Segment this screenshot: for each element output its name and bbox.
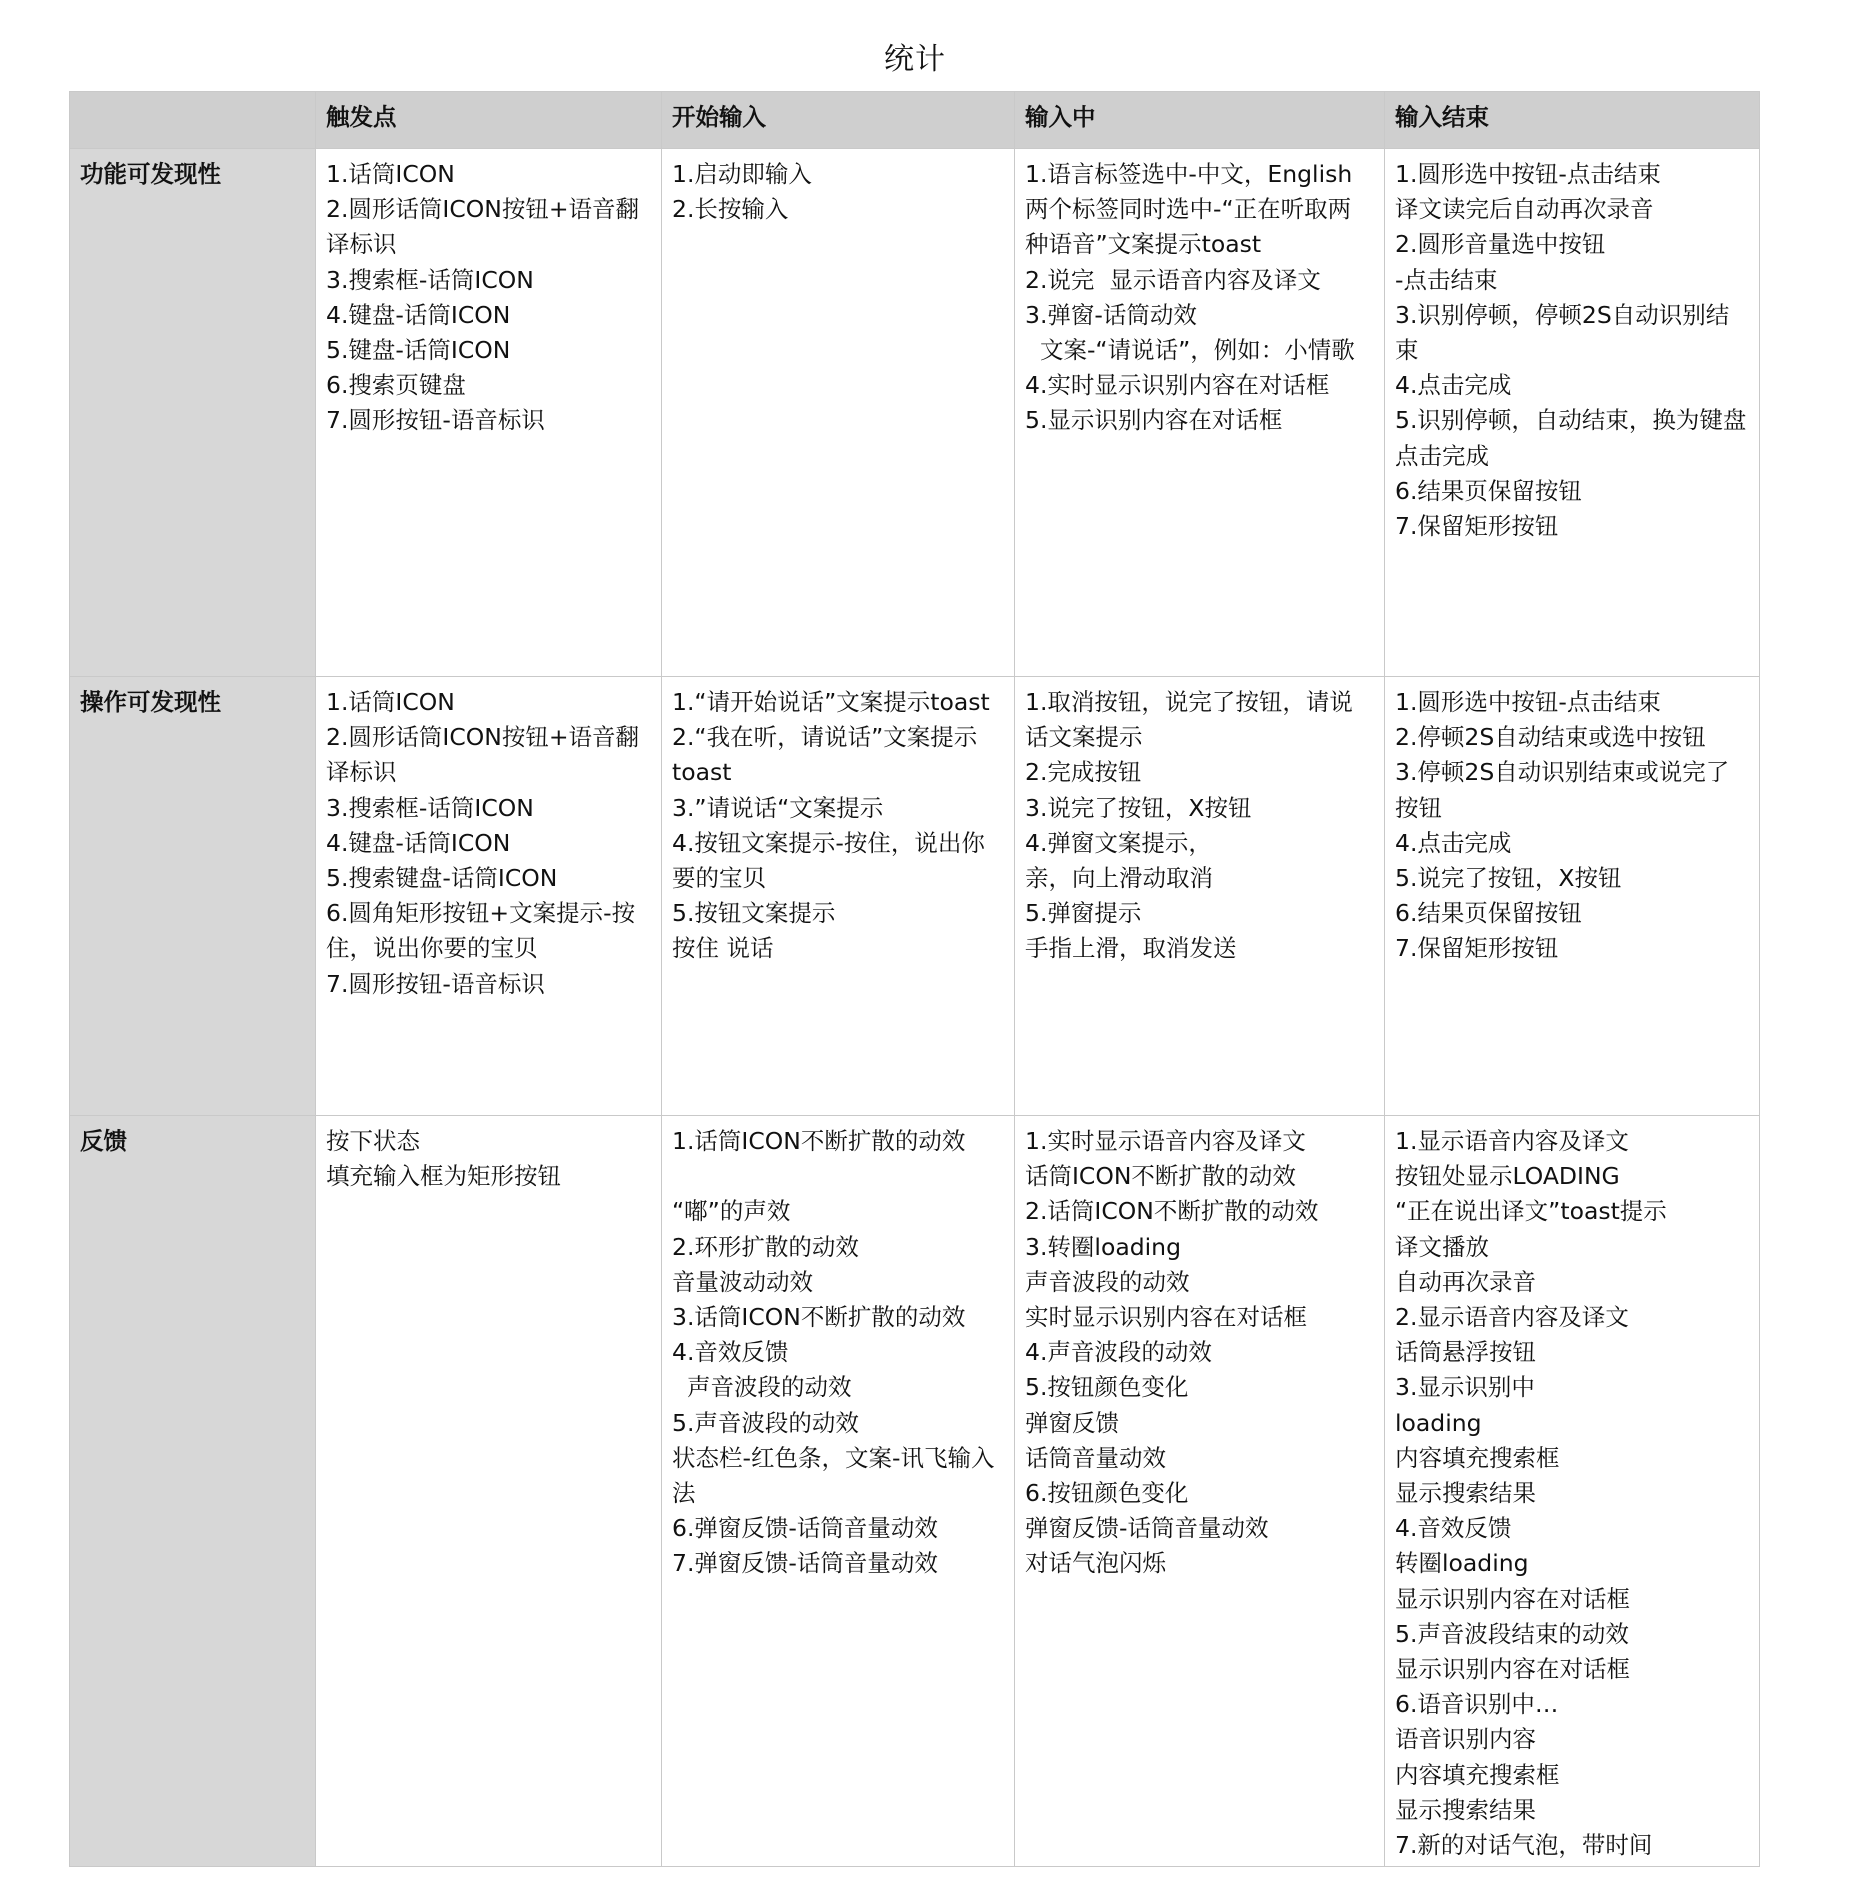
cell-line: 5.弹窗提示 [1025, 899, 1142, 928]
cell-line: 1.显示语音内容及译文 [1395, 1127, 1629, 1155]
cell-line: 4.音效反馈 [1395, 1514, 1512, 1543]
cell-line: 4.音效反馈 [672, 1338, 789, 1367]
cell-line: 3.说完了按钮，X按钮 [1025, 793, 1252, 822]
cell-line: 1.圆形选中按钮-点击结束 [1395, 160, 1661, 188]
cell-line: 1.启动即输入 [672, 160, 812, 188]
cell-line: “嘟”的声效 [672, 1197, 791, 1226]
statistics-table [69, 91, 1760, 1867]
cell-line: 3.弹窗-话筒动效 [1025, 300, 1197, 329]
header-input-end: 输入结束 [1385, 92, 1760, 149]
row-label-feedback: 反馈 [70, 1116, 316, 1867]
cell-line: 实时显示识别内容在对话框 [1025, 1303, 1307, 1332]
cell-line: 2.说完 显示语音内容及译文 [1025, 265, 1321, 294]
cell-line: 2.圆形话筒ICON按钮+语音翻译标识 [326, 723, 640, 787]
cell-line: 显示识别内容在对话框 [1395, 1655, 1630, 1684]
cell-line: 话筒音量动效 [1025, 1443, 1166, 1472]
table-cell [316, 1116, 662, 1867]
table-row [70, 149, 1760, 677]
cell-line: 7.保留矩形按钮 [1395, 934, 1559, 963]
table-cell [662, 1116, 1015, 1867]
cell-line: 5.按钮颜色变化 [1025, 1373, 1189, 1402]
cell-line: 音量波动动效 [672, 1267, 813, 1296]
cell-line: 3.显示识别中 [1395, 1373, 1535, 1402]
cell-line: 3.搜索框-话筒ICON [326, 265, 534, 294]
row-label-operation-discoverability: 操作可发现性 [70, 677, 316, 1116]
cell-line: 4.点击完成 [1395, 371, 1512, 400]
cell-line: 2.圆形话筒ICON按钮+语音翻译标识 [326, 195, 640, 259]
cell-line: 手指上滑，取消发送 [1025, 934, 1237, 963]
cell-line: 话筒悬浮按钮 [1395, 1338, 1536, 1367]
cell-line: 话筒ICON不断扩散的动效 [1025, 1162, 1296, 1191]
cell-line: 1.实时显示语音内容及译文 [1025, 1127, 1306, 1155]
table-cell [662, 149, 1015, 677]
cell-line: 自动再次录音 [1395, 1267, 1536, 1296]
cell-line: 5.声音波段的动效 [672, 1408, 859, 1437]
cell-line: 按钮处显示LOADING [1395, 1162, 1620, 1191]
row-label-function-discoverability: 功能可发现性 [70, 149, 316, 677]
cell-line: 4.实时显示识别内容在对话框 [1025, 371, 1330, 400]
cell-line: 3.识别停顿，停顿2S自动识别结束 [1395, 300, 1730, 365]
cell-line: 1.圆形选中按钮-点击结束 [1395, 688, 1661, 716]
cell-line: 状态栏-红色条，文案-讯飞输入法 [672, 1443, 995, 1508]
cell-line: 对话气泡闪烁 [1025, 1549, 1166, 1578]
cell-line: 译文读完后自动再次录音 [1395, 195, 1654, 224]
cell-line: 4.弹窗文案提示， [1025, 828, 1212, 857]
cell-line: loading [1395, 1408, 1482, 1437]
cell-line: 3.转圈loading [1025, 1232, 1181, 1261]
cell-line: 2.停顿2S自动结束或选中按钮 [1395, 723, 1706, 752]
table-cell [1015, 677, 1385, 1116]
cell-line: 2.显示语音内容及译文 [1395, 1303, 1629, 1332]
cell-line: 6.按钮颜色变化 [1025, 1479, 1189, 1508]
cell-line: 1.话筒ICON [326, 688, 455, 716]
cell-line: 内容填充搜索框 [1395, 1443, 1560, 1472]
table-cell [1385, 677, 1760, 1116]
cell-line: 7.弹窗反馈-话筒音量动效 [672, 1549, 938, 1578]
cell-line: 6.弹窗反馈-话筒音量动效 [672, 1514, 938, 1543]
table-cell [1385, 1116, 1760, 1867]
cell-line: 1.取消按钮，说完了按钮，请说话文案提示 [1025, 688, 1353, 752]
cell-line: 转圈loading [1395, 1549, 1529, 1578]
cell-line: 显示搜索结果 [1395, 1795, 1536, 1824]
table-cell [1015, 1116, 1385, 1867]
cell-line: 4.键盘-话筒ICON [326, 300, 511, 329]
cell-line: 5.声音波段结束的动效 [1395, 1619, 1629, 1648]
cell-line: 6.语音识别中… [1395, 1690, 1559, 1719]
cell-line: 译文播放 [1395, 1232, 1489, 1261]
cell-line: 5.按钮文案提示 [672, 899, 836, 928]
cell-line: 填充输入框为矩形按钮 [326, 1162, 561, 1191]
cell-line: 1.话筒ICON不断扩散的动效 [672, 1127, 966, 1155]
cell-line: 3.搜索框-话筒ICON [326, 793, 534, 822]
cell-line: 按下状态 [326, 1127, 420, 1155]
cell-line: 6.搜索页键盘 [326, 371, 466, 400]
cell-line: 文案-“请说话”，例如：小情歌 [1025, 336, 1355, 365]
table-cell [316, 149, 662, 677]
cell-line: 内容填充搜索框 [1395, 1760, 1560, 1789]
cell-line: 3.停顿2S自动识别结束或说完了按钮 [1395, 758, 1730, 822]
cell-line: 弹窗反馈-话筒音量动效 [1025, 1514, 1269, 1543]
cell-line: 弹窗反馈 [1025, 1408, 1119, 1437]
table-cell [662, 677, 1015, 1116]
cell-line: 6.结果页保留按钮 [1395, 899, 1582, 928]
cell-line: 6.圆角矩形按钮+文案提示-按住，说出你要的宝贝 [326, 899, 636, 963]
cell-line: 声音波段的动效 [1025, 1267, 1190, 1296]
cell-line: “正在说出译文”toast提示 [1395, 1197, 1667, 1226]
cell-line [672, 1159, 1004, 1194]
cell-line: 7.圆形按钮-语音标识 [326, 969, 545, 998]
cell-line: 点击完成 [1395, 441, 1489, 470]
table-cell [316, 677, 662, 1116]
cell-line: 显示识别内容在对话框 [1395, 1584, 1630, 1613]
cell-line: 7.保留矩形按钮 [1395, 512, 1559, 541]
cell-line: 7.圆形按钮-语音标识 [326, 406, 545, 435]
header-corner [70, 92, 316, 149]
cell-line: 6.结果页保留按钮 [1395, 476, 1582, 505]
page-title: 统计 [884, 42, 946, 77]
cell-line: -点击结束 [1395, 265, 1498, 294]
cell-line: 3.话筒ICON不断扩散的动效 [672, 1303, 966, 1332]
table-cell [1015, 149, 1385, 677]
cell-line: 4.声音波段的动效 [1025, 1338, 1212, 1367]
cell-line: 1.语言标签选中-中文，English两个标签同时选中-“正在听取两种语音”文案提示toast [1025, 160, 1353, 259]
cell-line: 2.话筒ICON不断扩散的动效 [1025, 1197, 1319, 1226]
header-start-input: 开始输入 [662, 92, 1015, 149]
cell-line: 2.长按输入 [672, 195, 789, 224]
cell-line: 2.完成按钮 [1025, 758, 1142, 787]
cell-line: 4.键盘-话筒ICON [326, 828, 511, 857]
cell-line: 声音波段的动效 [672, 1373, 852, 1402]
header-inputting: 输入中 [1015, 92, 1385, 149]
table-row [70, 1116, 1760, 1867]
cell-line: 7.新的对话气泡，带时间 [1395, 1831, 1653, 1860]
cell-line: 2.圆形音量选中按钮 [1395, 230, 1606, 259]
table-row [70, 677, 1760, 1116]
cell-line: 5.说完了按钮，X按钮 [1395, 864, 1622, 893]
cell-line: 4.按钮文案提示-按住，说出你要的宝贝 [672, 828, 985, 893]
cell-line: 1.话筒ICON [326, 160, 455, 188]
table-cell [1385, 149, 1760, 677]
cell-line: 5.识别停顿，自动结束，换为键盘 [1395, 406, 1747, 435]
cell-line: 3.”请说话“文案提示 [672, 793, 884, 822]
cell-line: 5.搜索键盘-话筒ICON [326, 864, 558, 893]
cell-line: 5.键盘-话筒ICON [326, 336, 511, 365]
cell-line: 5.显示识别内容在对话框 [1025, 406, 1283, 435]
table-header-row [70, 92, 1760, 149]
cell-line: 按住 说话 [672, 934, 774, 963]
cell-line: 显示搜索结果 [1395, 1479, 1536, 1508]
cell-line: 2.“我在听，请说话”文案提示toast [672, 723, 978, 787]
cell-line: 4.点击完成 [1395, 828, 1512, 857]
cell-line: 1.“请开始说话”文案提示toast [672, 688, 990, 716]
cell-line: 亲，向上滑动取消 [1025, 864, 1213, 893]
cell-line: 2.环形扩散的动效 [672, 1232, 859, 1261]
cell-line: 语音识别内容 [1395, 1725, 1536, 1754]
header-trigger-point: 触发点 [316, 92, 662, 149]
